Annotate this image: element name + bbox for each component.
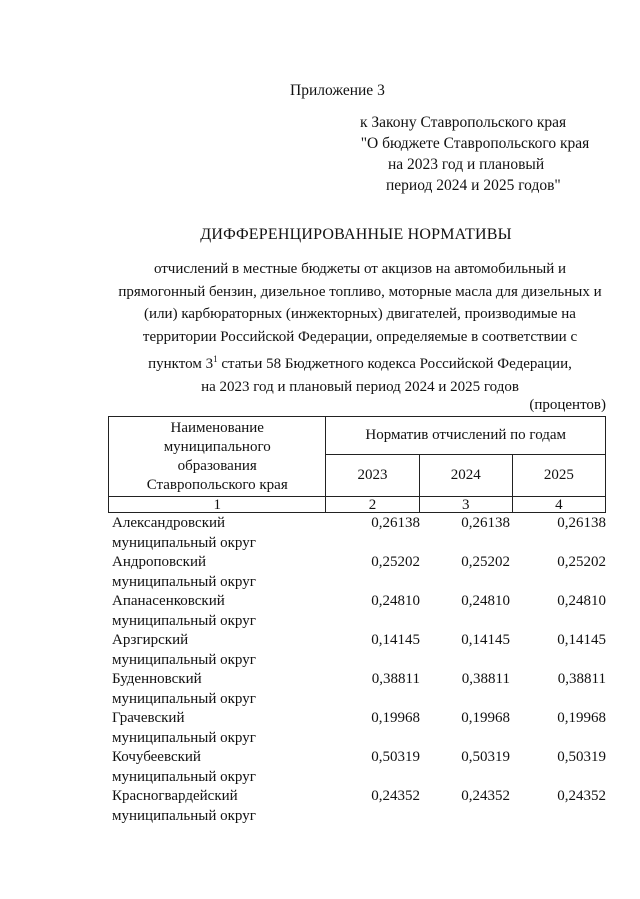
annex-line: к Закону Ставропольского края bbox=[360, 114, 567, 131]
rate-value-2025: 0,24810 bbox=[557, 593, 606, 609]
table-row bbox=[112, 670, 606, 709]
rate-value-2023: 0,26138 bbox=[371, 515, 420, 531]
column-number: 3 bbox=[419, 497, 512, 513]
name-line: Александровский bbox=[112, 515, 226, 531]
header-line: Ставропольского края bbox=[146, 476, 288, 493]
rate-value-2024: 0,19968 bbox=[461, 710, 510, 726]
table-row bbox=[112, 748, 606, 787]
subtitle-line: (или) карбюраторных (инжекторных) двигателей, производимые на bbox=[144, 306, 576, 322]
rate-value-2024: 0,50319 bbox=[461, 749, 510, 765]
year-header: 2025 bbox=[512, 455, 605, 497]
rate-value-2023: 0,14145 bbox=[371, 632, 420, 648]
rate-value-2023: 0,24810 bbox=[371, 593, 420, 609]
subtitle-line-reference bbox=[100, 348, 620, 376]
subtitle-line: на 2023 год и плановый период 2024 и 2025 годов bbox=[201, 378, 519, 395]
year-header: 2023 bbox=[326, 455, 419, 497]
rate-value-2023: 0,19968 bbox=[371, 710, 420, 726]
rate-value-2023: 0,24352 bbox=[371, 788, 420, 804]
column-number: 4 bbox=[512, 497, 605, 513]
municipality-name bbox=[112, 631, 256, 670]
rate-value-2024: 0,24810 bbox=[461, 593, 510, 609]
year-header: 2024 bbox=[419, 455, 512, 497]
rate-value-2024: 0,25202 bbox=[461, 554, 510, 570]
rate-value-2023: 0,50319 bbox=[371, 749, 420, 765]
table-body bbox=[112, 514, 606, 826]
rate-value-2024: 0,24352 bbox=[461, 788, 510, 804]
name-line: муниципальный округ bbox=[112, 807, 256, 824]
name-line: муниципальный округ bbox=[112, 651, 256, 668]
group-header: Норматив отчислений по годам bbox=[326, 417, 606, 455]
column-number: 1 bbox=[109, 497, 326, 513]
header-line: муниципального bbox=[163, 438, 271, 455]
header-line: Наименование bbox=[170, 419, 264, 436]
subtitle-line: территории Российской Федерации, определяемые в соответствии с bbox=[142, 328, 578, 345]
rate-value-2024: 0,14145 bbox=[461, 632, 510, 648]
superscript: 1 bbox=[213, 354, 218, 364]
rate-value-2023: 0,38811 bbox=[371, 671, 420, 687]
name-line: Апанасенковский bbox=[112, 593, 225, 609]
rate-value-2025: 0,50319 bbox=[557, 749, 606, 765]
municipality-name bbox=[112, 514, 256, 553]
rate-value-2025: 0,19968 bbox=[557, 710, 606, 726]
header-line: образования bbox=[177, 457, 257, 474]
table-row bbox=[112, 592, 606, 631]
subtitle-text: статьи 58 Бюджетного кодекса Российской Федерации, bbox=[217, 356, 572, 372]
municipality-name bbox=[112, 709, 256, 748]
annex-line: на 2023 год и плановый bbox=[388, 156, 545, 173]
annex-block bbox=[0, 80, 640, 101]
annex-line: "О бюджете Ставропольского края bbox=[360, 135, 590, 152]
name-line: муниципальный округ bbox=[112, 573, 256, 590]
name-line: муниципальный округ bbox=[112, 534, 256, 551]
rate-value-2023: 0,25202 bbox=[371, 554, 420, 570]
column-number: 2 bbox=[326, 497, 419, 513]
rate-value-2025: 0,25202 bbox=[557, 554, 606, 570]
table-row bbox=[112, 553, 606, 592]
rate-value-2024: 0,26138 bbox=[461, 515, 510, 531]
table-row bbox=[112, 631, 606, 670]
name-line: Арзгирский bbox=[112, 632, 189, 648]
rate-value-2025: 0,14145 bbox=[557, 632, 606, 648]
subtitle-line: отчислений в местные бюджеты от акцизов на автомобильный и bbox=[153, 261, 567, 277]
table-row bbox=[112, 514, 606, 553]
name-line: муниципальный округ bbox=[112, 612, 256, 629]
name-line: муниципальный округ bbox=[112, 729, 256, 746]
municipality-name bbox=[112, 787, 256, 826]
table-row bbox=[112, 787, 606, 826]
table-header bbox=[108, 416, 606, 513]
name-line: Красногвардейский bbox=[112, 788, 238, 804]
document-subtitle bbox=[100, 258, 620, 398]
municipality-name bbox=[112, 592, 256, 631]
name-line: муниципальный округ bbox=[112, 768, 256, 785]
name-line: Андроповский bbox=[112, 554, 207, 570]
subtitle-text: пунктом 3 bbox=[148, 356, 214, 372]
annex-title: Приложение 3 bbox=[290, 82, 385, 99]
rate-value-2025: 0,38811 bbox=[557, 671, 606, 687]
unit-label: (процентов) bbox=[529, 397, 606, 413]
rate-value-2025: 0,26138 bbox=[557, 515, 606, 531]
annex-line: период 2024 и 2025 годов" bbox=[386, 177, 561, 194]
municipality-name bbox=[112, 670, 256, 709]
name-line: Грачевский bbox=[112, 710, 185, 726]
name-line: Кочубеевский bbox=[112, 749, 201, 765]
municipality-name bbox=[112, 553, 256, 592]
subtitle-line: прямогонный бензин, дизельное топливо, моторные масла для дизельных и bbox=[118, 283, 602, 300]
name-column-header bbox=[109, 417, 326, 497]
rate-value-2025: 0,24352 bbox=[557, 788, 606, 804]
rate-value-2024: 0,38811 bbox=[461, 671, 510, 687]
table-row bbox=[112, 709, 606, 748]
name-line: Буденновский bbox=[112, 671, 202, 687]
municipality-name bbox=[112, 748, 256, 787]
document-title: ДИФФЕРЕНЦИРОВАННЫЕ НОРМАТИВЫ bbox=[200, 226, 512, 243]
annex-law-reference bbox=[0, 112, 640, 196]
name-line: муниципальный округ bbox=[112, 690, 256, 707]
